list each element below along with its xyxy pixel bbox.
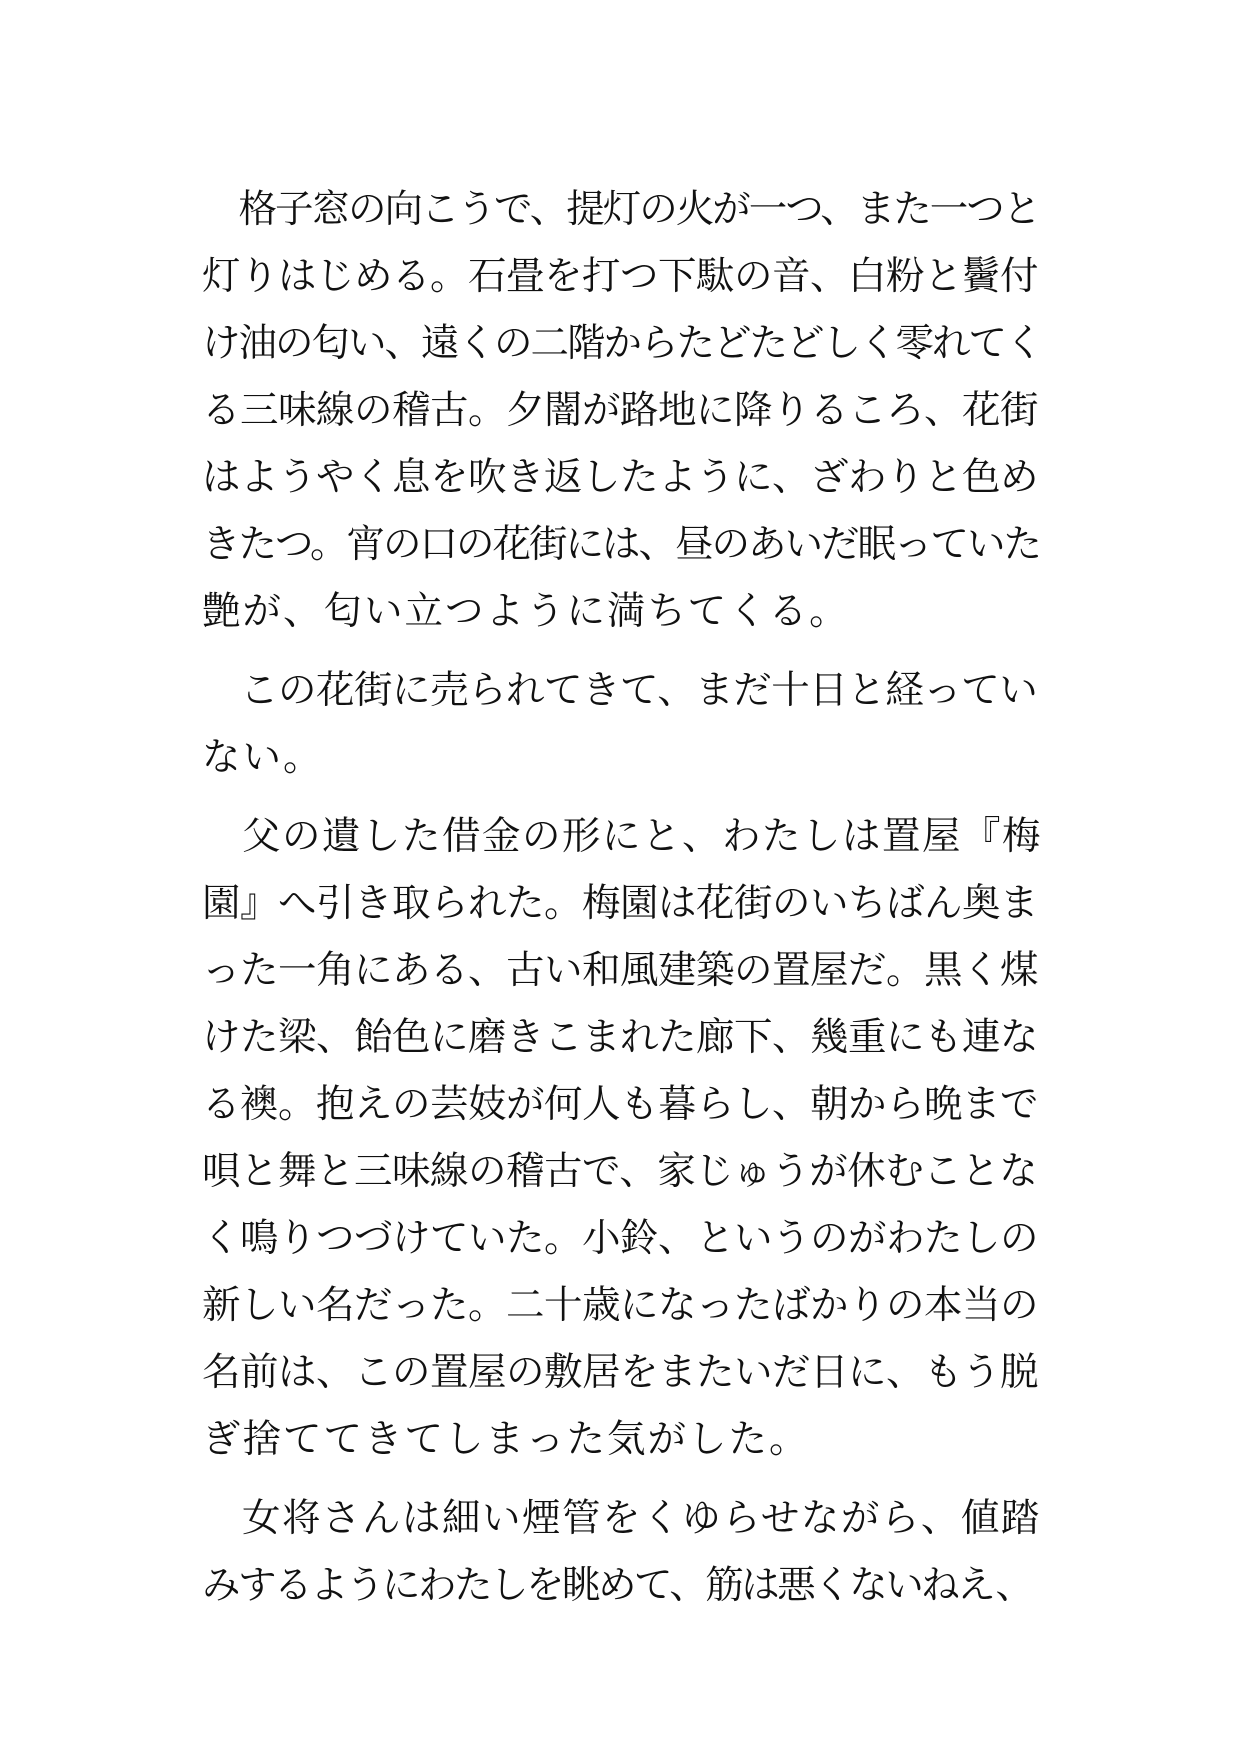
paragraph-4 [202,1485,1042,1619]
paragraph-spacer [202,791,1042,803]
text-line: 新しい名だった。二十歳になったばかりの本当の [202,1283,1039,1328]
text-line: る襖。抱えの芸妓が何人も暮らし、朝から晩まで [202,1082,1039,1127]
text-line: 名前は、この置屋の敷居をまたいだ日に、もう脱 [202,1350,1039,1395]
text-line: 父の遺した借金の形にと、わたしは置屋『梅 [202,814,1043,859]
text-line: 格子窓の向こうで、提灯の火が一つ、また一つと [202,187,1040,232]
text-line: この花街に売られてきて、まだ十日と経ってい [202,668,1038,713]
text-line: きたつ。宵の口の花街には、昼のあいだ眠っていた [202,522,1040,567]
paragraph-spacer [202,645,1042,657]
body-text [202,176,1042,1619]
text-line: けた梁、飴色に磨きこまれた廊下、幾重にも連な [202,1015,1039,1060]
text-line: 唄と舞と三味線の稽古で、家じゅうが休むことな [202,1149,1038,1194]
paragraph-1 [202,176,1042,645]
text-line: 女将さんは細い煙管をくゆらせながら、値踏 [202,1496,1041,1541]
text-line: みするようにわたしを眺めて、筋は悪くないねえ、 [202,1563,1032,1608]
text-line: 艶が、匂い立つように満ちてくる。 [202,589,850,634]
text-line: る三味線の稽古。夕闇が路地に降りるころ、花街 [202,388,1039,433]
text-line: 園』へ引き取られた。梅園は花街のいちばん奥ま [202,881,1039,926]
text-line: はようやく息を吹き返したように、ざわりと色め [202,455,1039,500]
text-line: ない。 [202,735,324,780]
text-line: 灯りはじめる。石畳を打つ下駄の音、白粉と鬢付 [202,254,1039,299]
text-line: く鳴りつづけていた。小鈴、というのがわたしの [202,1216,1039,1261]
paragraph-2 [202,657,1042,791]
paragraph-spacer [202,1473,1042,1485]
text-line: った一角にある、古い和風建築の置屋だ。黒く煤 [202,948,1039,993]
paragraph-3 [202,803,1042,1473]
text-line: け油の匂い、遠くの二階からたどたどしく零れてく [202,321,1042,366]
text-line: ぎ捨ててきてしまった気がした。 [202,1417,810,1462]
